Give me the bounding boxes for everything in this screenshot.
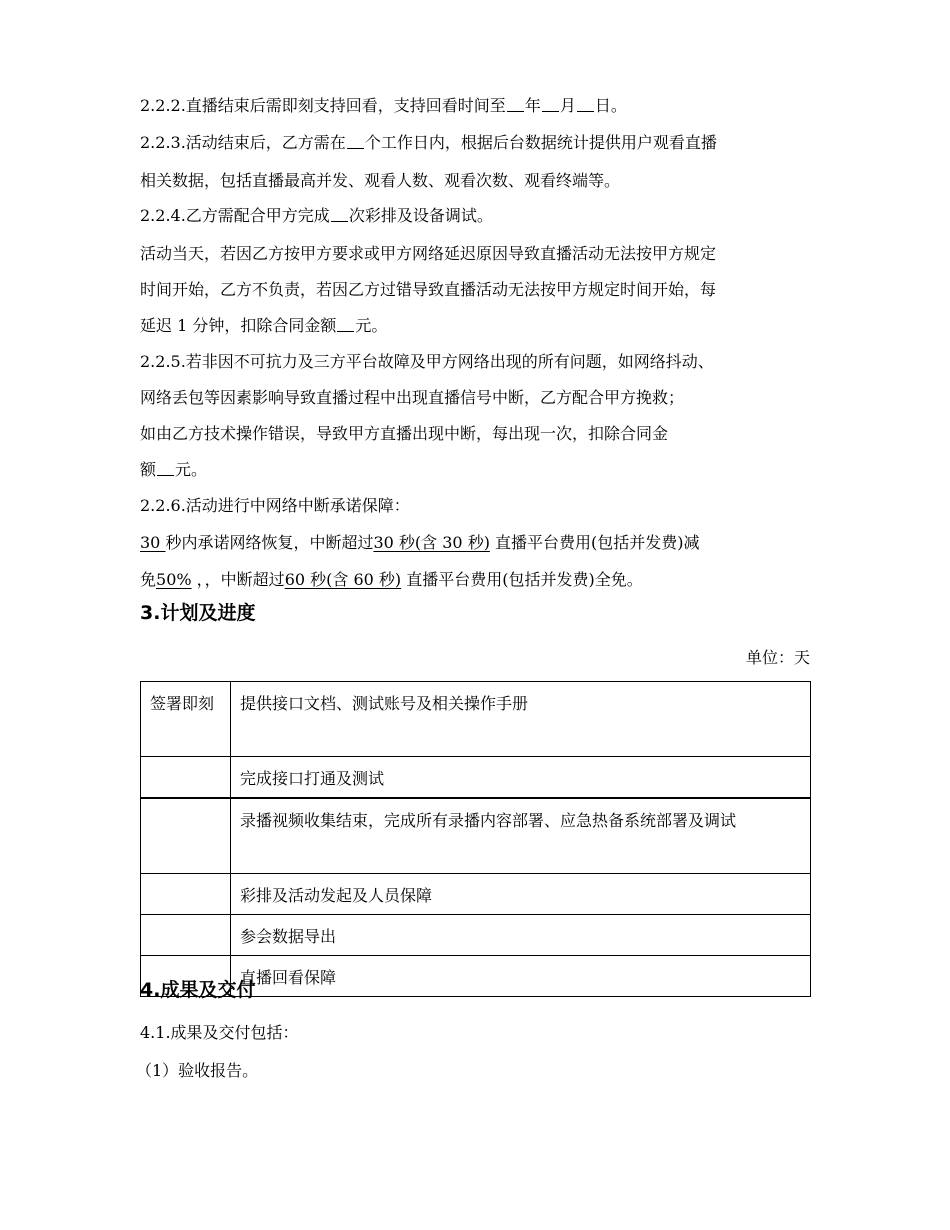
clause-2-2-2: 2.2.2.直播结束后需即刻支持回看，支持回看时间至 年 月 日。 bbox=[140, 96, 627, 115]
task-cell: 直播回看保障 bbox=[231, 956, 811, 997]
blank-month bbox=[542, 97, 559, 112]
time-cell bbox=[141, 798, 231, 874]
discount-percent: 50% bbox=[156, 570, 192, 589]
task-cell: 完成接口打通及测试 bbox=[231, 757, 811, 799]
delay-paragraph-line3: 延迟 1 分钟，扣除合同金额 元。 bbox=[140, 316, 388, 335]
clause-2-2-5: 2.2.5.若非因不可抗力及三方平台故障及甲方网络出现的所有问题，如网络抖动、 bbox=[140, 352, 714, 371]
task-cell: 录播视频收集结束，完成所有录播内容部署、应急热备系统部署及调试 bbox=[231, 798, 811, 874]
table-row bbox=[141, 798, 811, 874]
time-cell bbox=[141, 874, 231, 915]
threshold-30s: 30 秒(含 30 秒) bbox=[373, 533, 490, 552]
clause-4-1: 4.1.成果及交付包括： bbox=[140, 1023, 299, 1042]
table-row bbox=[141, 682, 811, 757]
threshold-60s: 60 秒(含 60 秒) bbox=[284, 570, 402, 589]
table-row bbox=[141, 874, 811, 915]
unit-label: 单位：天 bbox=[745, 648, 810, 667]
delay-paragraph-line1: 活动当天，若因乙方按甲方要求或甲方网络延迟原因导致直播活动无法按甲方规定 bbox=[140, 244, 717, 263]
interrupt-paragraph-line2: 额 元。 bbox=[140, 460, 208, 479]
table-row bbox=[141, 915, 811, 956]
blank-rehearsals bbox=[331, 207, 348, 222]
task-cell: 提供接口文档、测试账号及相关操作手册 bbox=[231, 682, 811, 757]
recovery-seconds: 30 bbox=[140, 533, 166, 552]
time-cell bbox=[141, 757, 231, 799]
time-cell: 签署即刻 bbox=[141, 682, 231, 757]
task-cell: 彩排及活动发起及人员保障 bbox=[231, 874, 811, 915]
clause-2-2-3-cont: 相关数据，包括直播最高并发、观看人数、观看次数、观看终端等。 bbox=[140, 171, 621, 190]
section-3-heading: 3.计划及进度 bbox=[140, 602, 256, 624]
guarantee-line1: 30 秒内承诺网络恢复，中断超过30 秒(含 30 秒) 直播平台费用(包括并发费)减 bbox=[140, 533, 700, 552]
guarantee-line2: 免50% ，，中断超过60 秒(含 60 秒) 直播平台费用(包括并发费)全免。 bbox=[140, 570, 643, 589]
table-row bbox=[141, 757, 811, 799]
blank-year bbox=[507, 97, 524, 112]
section-4-heading: 4.成果及交付 bbox=[140, 979, 256, 1001]
deliverable-item: （1）验收报告。 bbox=[136, 1061, 259, 1080]
clause-2-2-5-cont: 网络丢包等因素影响导致直播过程中出现直播信号中断，乙方配合甲方挽救； bbox=[140, 388, 685, 407]
task-cell: 参会数据导出 bbox=[231, 915, 811, 956]
clause-2-2-6: 2.2.6.活动进行中网络中断承诺保障： bbox=[140, 496, 410, 515]
schedule-table bbox=[140, 681, 811, 997]
blank-day bbox=[577, 97, 594, 112]
time-cell bbox=[141, 915, 231, 956]
interrupt-paragraph-line1: 如由乙方技术操作错误，导致甲方直播出现中断，每出现一次，扣除合同金 bbox=[140, 424, 669, 443]
delay-paragraph-line2: 时间开始，乙方不负责，若因乙方过错导致直播活动无法按甲方规定时间开始，每 bbox=[140, 280, 717, 299]
blank-workdays bbox=[347, 134, 364, 149]
blank-penalty-amount bbox=[337, 317, 354, 332]
clause-2-2-4: 2.2.4.乙方需配合甲方完成 次彩排及设备调试。 bbox=[140, 206, 493, 225]
blank-interrupt-amount bbox=[157, 461, 174, 476]
clause-2-2-3: 2.2.3.活动结束后，乙方需在 个工作日内，根据后台数据统计提供用户观看直播 bbox=[140, 133, 717, 152]
